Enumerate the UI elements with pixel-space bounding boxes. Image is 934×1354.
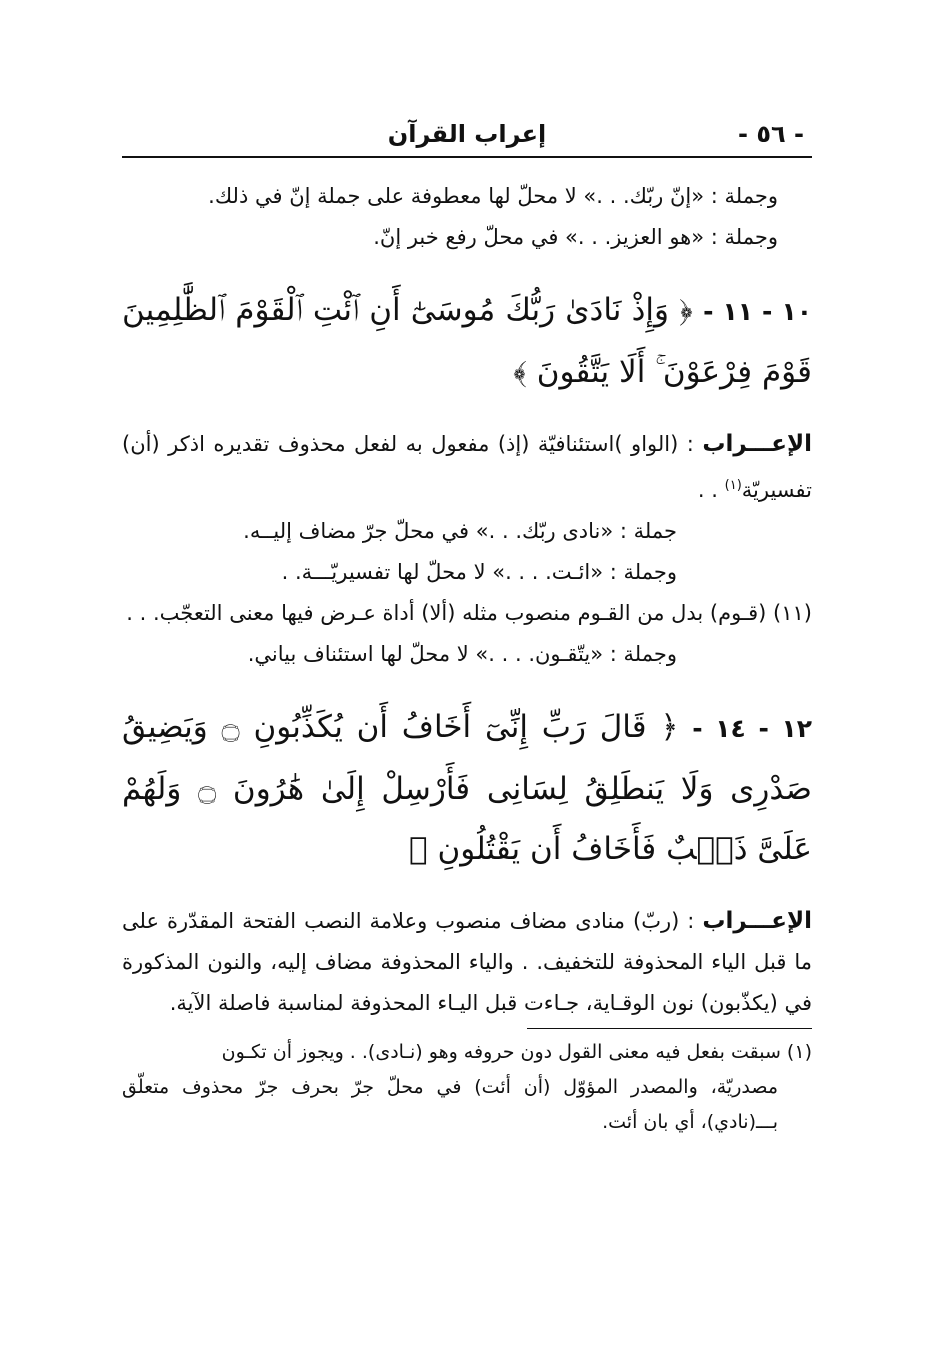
irab-label: الإعـــراب bbox=[702, 908, 812, 934]
irab-paragraph: (١١) (قـوم) بدل من القـوم منصوب مثله (ألا) أداة عـرض فيها معنى التعجّب. . . bbox=[126, 601, 812, 625]
page-number: - ٥٦ - bbox=[738, 120, 804, 148]
header-divider bbox=[122, 156, 812, 158]
sentence-analysis: وجملة : «إنّ ربّك. . .» لا محلّ لها معطوفة على جملة إنّ في ذلك. bbox=[208, 184, 778, 208]
document-page bbox=[122, 112, 812, 1140]
verse-number: ١٠ - ١١ - bbox=[703, 297, 812, 326]
irab-text: : (الواو )استئنافيّة (إذ) مفعول به لفعل محذوف تقديره اذكر (أن) تفسيريّة bbox=[122, 432, 812, 502]
quran-verse bbox=[122, 697, 812, 879]
footnote-divider bbox=[527, 1028, 812, 1029]
verse-text: ﴿ قَالَ رَبِّ إِنِّىٓ أَخَافُ أَن يُكَذِّبُونِ ۝ وَيَضِيقُ صَدْرِى وَلَا يَنطَلِقُ لِسَانِى فَأَرْسِلْ إِلَىٰ هَٰرُونَ ۝ وَلَهُمْ عَلَىَّ ذَنۢبٌ فَأَخَافُ أَن يَقْتُلُونِ ﴾ bbox=[122, 709, 812, 867]
irab-paragraph bbox=[122, 901, 812, 1024]
sentence-analysis: وجملة : «ائـت. . . .» لا محلّ لها تفسيريّـــة. . bbox=[281, 560, 677, 584]
quran-verse bbox=[122, 280, 812, 402]
footnote-reference: (١) bbox=[724, 478, 742, 493]
sentence-analysis: جملة : «نادى ربّك. . .» في محلّ جرّ مضاف إليــه. bbox=[243, 519, 677, 543]
sentence-analysis: وجملة : «يتّقـون. . . .» لا محلّ لها استئناف بياني. bbox=[247, 642, 677, 666]
irab-paragraph bbox=[122, 424, 812, 511]
verse-number: ١٢ - ١٤ - bbox=[692, 714, 812, 743]
verse-text: ﴿ وَإِذْ نَادَىٰ رَبُّكَ مُوسَىٰٓ أَنِ ٱئْتِ ٱلْقَوْمَ ٱلظَّٰلِمِينَ قَوْمَ فِرْعَوْنَ ۚ أَلَا يَتَّقُونَ ﴾ bbox=[122, 292, 812, 390]
sentence-analysis: وجملة : «هو العزيز. . .» في محلّ رفع خبر إنّ. bbox=[373, 225, 778, 249]
book-title: إعراب القرآن bbox=[387, 120, 547, 148]
footnote-continuation: مصدريّة، والمصدر المؤوّل (أن أئت) في محلّ جرّ بحرف جرّ محذوف متعلّق بـــ(نادي)، أي بان أئت. bbox=[122, 1076, 778, 1133]
irab-text: : (ربّ) منادى مضاف منصوب وعلامة النصب الفتحة المقدّرة على ما قبل الياء المحذوفة للتخفيف. . والياء المحذوفة مضاف إليه، والنون المذكورة في (يكذّبون) نون الوقـاية، جـاءت قبل اليـاء المحذوفة لمناسبة فاصلة الآية. bbox=[122, 909, 812, 1015]
page-header bbox=[122, 112, 812, 156]
footnote: (١) سبقت بفعل فيه معنى القول دون حروفه وهو (نـادى). . ويجوز أن تكـون bbox=[221, 1041, 812, 1063]
irab-text-end: . . bbox=[697, 478, 718, 502]
irab-label: الإعـــراب bbox=[702, 431, 812, 457]
